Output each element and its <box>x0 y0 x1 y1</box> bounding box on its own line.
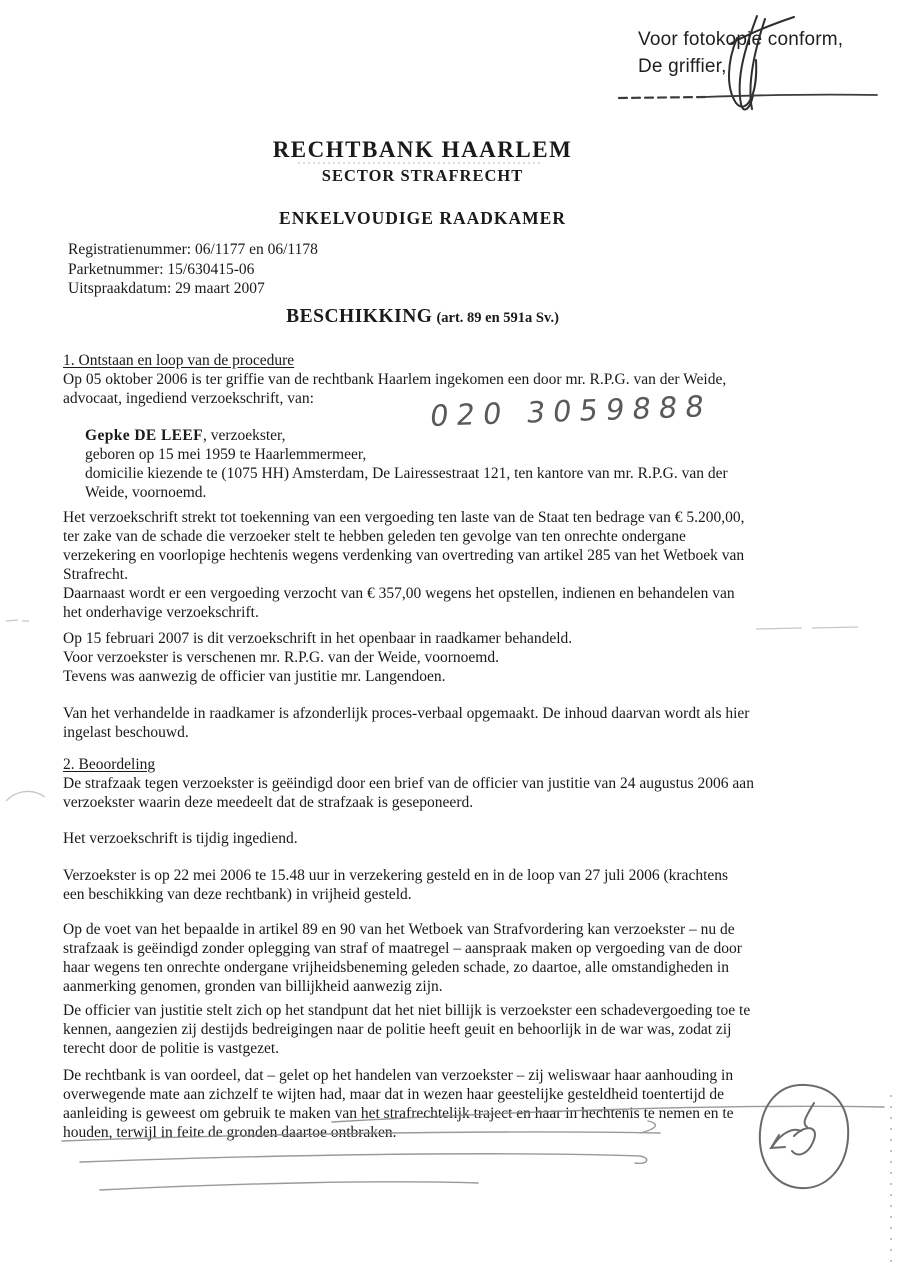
section-1-heading: 1. Ontstaan en loop van de procedure <box>63 352 295 369</box>
text-line: De officier van justitie stelt zich op het standpunt dat het niet billijk is verzoekster een schadevergoeding toe te <box>63 1002 751 1019</box>
text-line: kennen, aangezien zij destijds bedreigingen naar de politie heeft geuit en behoorlijk in de war was, zodat zij <box>63 1021 732 1038</box>
text-line: aanleiding is geweest om gebruik te maken van het strafrechtelijk traject en haar in hechtenis te nemen en te <box>63 1105 734 1122</box>
text-line: advocaat, ingediend verzoekschrift, van: <box>63 390 314 407</box>
text-line: De strafzaak tegen verzoekster is geëindigd door een brief van de officier van justitie van 24 augustus 2006 aan <box>63 775 754 792</box>
handwritten-phone-number: 020 3059888 <box>427 389 714 433</box>
paragraph <box>63 704 863 742</box>
text-line: een beschikking van deze rechtbank) in vrijheid gesteld. <box>63 886 412 903</box>
text-line: verzekering en voorlopige hechtenis wegens verdenking van overtreding van artikel 285 van het Wetboek van <box>63 547 745 564</box>
text-line: Het verzoekschrift strekt tot toekenning van een vergoeding ten laste van de Staat ten bedrage van € 5.200,00, <box>63 509 745 526</box>
stamp-line-1: Voor fotokopie conform, <box>638 29 844 50</box>
text-line: ingelast beschouwd. <box>63 724 189 741</box>
text-line: Op de voet van het bepaalde in artikel 89 en 90 van het Wetboek van Strafvordering kan verzoekster – nu de <box>63 921 735 938</box>
text-line: domicilie kiezende te (1075 HH) Amsterdam, De Lairessestraat 121, ten kantore van mr. R.P.G. van der <box>85 465 728 482</box>
stamp-rule-line <box>619 95 877 98</box>
document-header <box>0 137 845 229</box>
text-line: Verzoekster is op 22 mei 2006 te 15.48 uur in verzekering gesteld en in de loop van 27 juli 2006 (krachtens <box>63 867 729 884</box>
text-line: Voor verzoekster is verschenen mr. R.P.G. van der Weide, voornoemd. <box>63 649 499 666</box>
text-line: haar wegens ten onrechte ondergane vrijheidsbeneming geleden schade, zo daartoe, alle omstandigheden in <box>63 959 729 976</box>
text-line: strafzaak is geëindigd zonder oplegging van straf of maatregel – aanspraak maken op vergoeding van de door <box>63 940 742 957</box>
text-line: Van het verhandelde in raadkamer is afzonderlijk proces-verbaal opgemaakt. De inhoud daarvan wordt als hier <box>63 705 750 722</box>
case-info <box>68 240 318 299</box>
parket-number: Parketnummer: 15/630415-06 <box>68 260 255 278</box>
text-line: Het verzoekschrift is tijdig ingediend. <box>63 830 298 847</box>
text-line: De rechtbank is van oordeel, dat – gelet op het handelen van verzoekster – zij weliswaar haar aanhouding in <box>63 1067 734 1084</box>
registration-number: Registratienummer: 06/1177 en 06/1178 <box>68 241 318 258</box>
paragraph <box>63 508 863 622</box>
decision-title <box>0 306 845 328</box>
applicant-role: , verzoekster, <box>203 427 286 444</box>
decision-title-suffix: (art. 89 en 591a Sv.) <box>436 310 559 326</box>
text-line: Weide, voornoemd. <box>85 484 207 501</box>
paragraph <box>63 1066 863 1142</box>
paragraph <box>63 1001 863 1058</box>
text-line: Tevens was aanwezig de officier van justitie mr. Langendoen. <box>63 668 446 685</box>
text-line: Daarnaast wordt er een vergoeding verzocht van € 357,00 wegens het opstellen, indienen en behandelen van <box>63 585 735 602</box>
paragraph <box>63 866 863 904</box>
court-name: RECHTBANK HAARLEM <box>272 137 573 162</box>
sector-name: SECTOR STRAFRECHT <box>321 166 524 185</box>
paragraph <box>63 629 863 686</box>
photocopy-stamp <box>638 26 843 80</box>
text-line: Op 05 oktober 2006 is ter griffie van de rechtbank Haarlem ingekomen een door mr. R.P.G. van der Weide, <box>63 371 727 388</box>
text-line: houden, terwijl in feite de gronden daartoe ontbraken. <box>63 1124 397 1141</box>
decision-title-main: BESCHIKKING <box>286 306 433 327</box>
text-line: overwegende mate aan zichzelf te wijten had, maar dat in wezen haar geestelijke gesteldheid toentertijd de <box>63 1086 725 1103</box>
section-2-heading: 2. Beoordeling <box>63 756 156 773</box>
stamp-line-2: De griffier, <box>638 56 727 77</box>
chamber-name: ENKELVOUDIGE RAADKAMER <box>279 208 566 228</box>
text-line: ter zake van de schade die verzoeker stelt te hebben geleden ten gevolge van ten onrechte ondergane <box>63 528 686 545</box>
text-line: geboren op 15 mei 1959 te Haarlemmermeer, <box>85 446 367 463</box>
paragraph <box>63 774 863 812</box>
paragraph <box>63 920 863 996</box>
paragraph <box>63 829 863 848</box>
text-line: aanmerking genomen, gronden van billijkheid aanwezig zijn. <box>63 978 443 995</box>
verdict-date: Uitspraakdatum: 29 maart 2007 <box>68 280 265 297</box>
text-line: verzoekster waarin deze meedeelt dat de strafzaak is geseponeerd. <box>63 794 474 811</box>
paragraph <box>63 370 863 408</box>
text-line: Op 15 februari 2007 is dit verzoekschrift in het openbaar in raadkamer behandeld. <box>63 630 573 647</box>
text-line: Strafrecht. <box>63 566 128 583</box>
applicant-block <box>85 426 885 502</box>
text-line: het onderhavige verzoekschrift. <box>63 604 259 621</box>
text-line: terecht door de politie is vastgezet. <box>63 1040 280 1057</box>
text-line <box>85 426 885 445</box>
applicant-name: Gepke DE LEEF <box>85 427 204 444</box>
